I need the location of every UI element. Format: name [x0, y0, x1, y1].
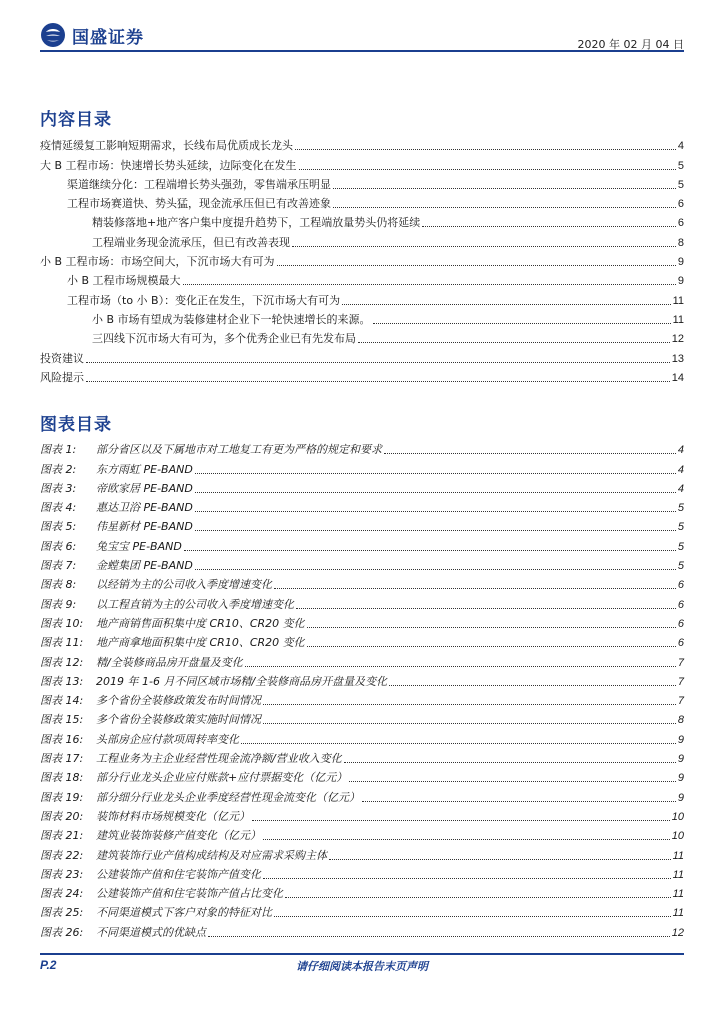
header-divider — [40, 50, 684, 52]
dot-leader — [195, 492, 676, 493]
dot-leader — [195, 511, 676, 512]
dot-leader — [274, 916, 671, 917]
dot-leader — [307, 627, 676, 628]
figure-item[interactable]: 图表 13: 2019 年 1-6 月不同区域市场精/全装修商品房开盘量及变化 7 — [40, 674, 684, 688]
toc-item[interactable]: 小 B 工程市场：市场空间大，下沉市场大有可为 9 — [40, 255, 684, 269]
dot-leader — [295, 149, 676, 150]
dot-leader — [195, 569, 676, 570]
dot-leader — [342, 304, 670, 305]
dot-leader — [344, 762, 676, 763]
dot-leader — [263, 878, 671, 879]
dot-leader — [329, 859, 671, 860]
dot-leader — [389, 685, 676, 686]
toc-item[interactable]: 疫情延缓复工影响短期需求，长线布局优质成长龙头 4 — [40, 139, 684, 153]
dot-leader — [299, 169, 676, 170]
company-logo — [40, 22, 144, 48]
dot-leader — [184, 550, 676, 551]
figure-item[interactable]: 图表 5: 伟星新材 PE-BAND 5 — [40, 520, 684, 534]
figures-title: 图表目录 — [40, 415, 112, 435]
figure-item[interactable]: 图表 12: 精/全装修商品房开盘量及变化 7 — [40, 655, 684, 669]
dot-leader — [362, 801, 676, 802]
figure-item[interactable]: 图表 23: 公建装饰产值和住宅装饰产值变化 11 — [40, 867, 684, 881]
figure-item[interactable]: 图表 20: 装饰材料市场规模变化（亿元） 10 — [40, 809, 684, 823]
figure-item[interactable]: 图表 3: 帝欧家居 PE-BAND 4 — [40, 481, 684, 495]
figure-item[interactable]: 图表 2: 东方雨虹 PE-BAND 4 — [40, 462, 684, 476]
figure-item[interactable]: 图表 19: 部分细分行业龙头企业季度经营性现金流变化（亿元） 9 — [40, 790, 684, 804]
toc-item[interactable]: 工程市场（to 小 B）：变化正在发生，下沉市场大有可为 11 — [67, 293, 684, 307]
figure-item[interactable]: 图表 8: 以经销为主的公司收入季度增速变化 6 — [40, 578, 684, 592]
toc-item[interactable]: 渠道继续分化：工程端增长势头强劲，零售端承压明显 5 — [67, 177, 684, 191]
toc-item[interactable]: 三四线下沉市场大有可为，多个优秀企业已有先发布局 12 — [92, 332, 684, 346]
logo-emblem-icon — [40, 22, 66, 48]
dot-leader — [292, 246, 676, 247]
dot-leader — [183, 284, 676, 285]
dot-leader — [274, 588, 676, 589]
dot-leader — [285, 897, 671, 898]
figure-item[interactable]: 图表 11: 地产商拿地面积集中度 CR10、CR20 变化 6 — [40, 636, 684, 650]
report-date: 2020 年 02 月 04 日 — [577, 38, 684, 51]
figure-item[interactable]: 图表 18: 部分行业龙头企业应付账款+应付票据变化（亿元） 9 — [40, 771, 684, 785]
figure-item[interactable]: 图表 10: 地产商销售面积集中度 CR10、CR20 变化 6 — [40, 616, 684, 630]
figure-item[interactable]: 图表 6: 兔宝宝 PE-BAND 5 — [40, 539, 684, 553]
toc-item[interactable]: 工程端业务现金流承压，但已有改善表现 8 — [92, 235, 684, 249]
toc-item[interactable]: 工程市场赛道快、势头猛，现金流承压但已有改善迹象 6 — [67, 197, 684, 211]
contents-title: 内容目录 — [40, 110, 112, 130]
dot-leader — [263, 723, 676, 724]
figure-item[interactable]: 图表 17: 工程业务为主企业经营性现金流净额/营业收入变化 9 — [40, 752, 684, 766]
dot-leader — [373, 323, 671, 324]
dot-leader — [384, 453, 676, 454]
dot-leader — [241, 743, 676, 744]
figure-item[interactable]: 图表 25: 不同渠道模式下客户对象的特征对比 11 — [40, 906, 684, 920]
figure-item[interactable]: 图表 4: 惠达卫浴 PE-BAND 5 — [40, 501, 684, 515]
figure-item[interactable]: 图表 22: 建筑装饰行业产值构成结构及对应需求采购主体 11 — [40, 848, 684, 862]
dot-leader — [296, 608, 676, 609]
dot-leader — [358, 342, 670, 343]
dot-leader — [208, 936, 670, 937]
figure-item[interactable]: 图表 16: 头部房企应付款项周转率变化 9 — [40, 732, 684, 746]
dot-leader — [333, 188, 676, 189]
figure-item[interactable]: 图表 14: 多个省份全装修政策发布时间情况 7 — [40, 694, 684, 708]
page-number: P.2 — [40, 958, 57, 972]
figures-list — [40, 438, 684, 940]
dot-leader — [86, 381, 670, 382]
toc-item[interactable]: 精装修落地+地产客户集中度提升趋势下，工程端放量势头仍将延续 6 — [92, 216, 684, 230]
toc-item[interactable]: 小 B 市场有望成为装修建材企业下一轮快速增长的来源。 11 — [92, 312, 684, 326]
figure-item[interactable]: 图表 26: 不同渠道模式的优缺点 12 — [40, 925, 684, 939]
dot-leader — [277, 265, 676, 266]
dot-leader — [333, 207, 676, 208]
figure-item[interactable]: 图表 1: 部分省区以及下属地市对工地复工有更为严格的规定和要求 4 — [40, 443, 684, 457]
figure-item[interactable]: 图表 7: 金螳集团 PE-BAND 5 — [40, 559, 684, 573]
dot-leader — [307, 646, 676, 647]
dot-leader — [263, 704, 676, 705]
footer-disclaimer: 请仔细阅读本报告末页声明 — [296, 960, 428, 973]
toc-item[interactable]: 小 B 工程市场规模最大 9 — [67, 274, 684, 288]
page-header — [0, 0, 724, 50]
toc-item[interactable]: 风险提示 14 — [40, 370, 684, 384]
contents-list — [40, 134, 684, 385]
dot-leader — [263, 839, 670, 840]
dot-leader — [349, 781, 676, 782]
dot-leader — [422, 226, 676, 227]
dot-leader — [252, 820, 670, 821]
dot-leader — [86, 362, 670, 363]
dot-leader — [195, 530, 676, 531]
figure-item[interactable]: 图表 21: 建筑业装饰装修产值变化（亿元） 10 — [40, 829, 684, 843]
toc-item[interactable]: 大 B 工程市场：快速增长势头延续，边际变化在发生 5 — [40, 158, 684, 172]
figure-item[interactable]: 图表 9: 以工程直销为主的公司收入季度增速变化 6 — [40, 597, 684, 611]
figure-item[interactable]: 图表 15: 多个省份全装修政策实施时间情况 8 — [40, 713, 684, 727]
dot-leader — [195, 473, 676, 474]
toc-item[interactable]: 投资建议 13 — [40, 351, 684, 365]
logo-text: 国盛证券 — [72, 27, 144, 48]
footer-divider — [40, 953, 684, 955]
figure-item[interactable]: 图表 24: 公建装饰产值和住宅装饰产值占比变化 11 — [40, 887, 684, 901]
dot-leader — [245, 666, 676, 667]
